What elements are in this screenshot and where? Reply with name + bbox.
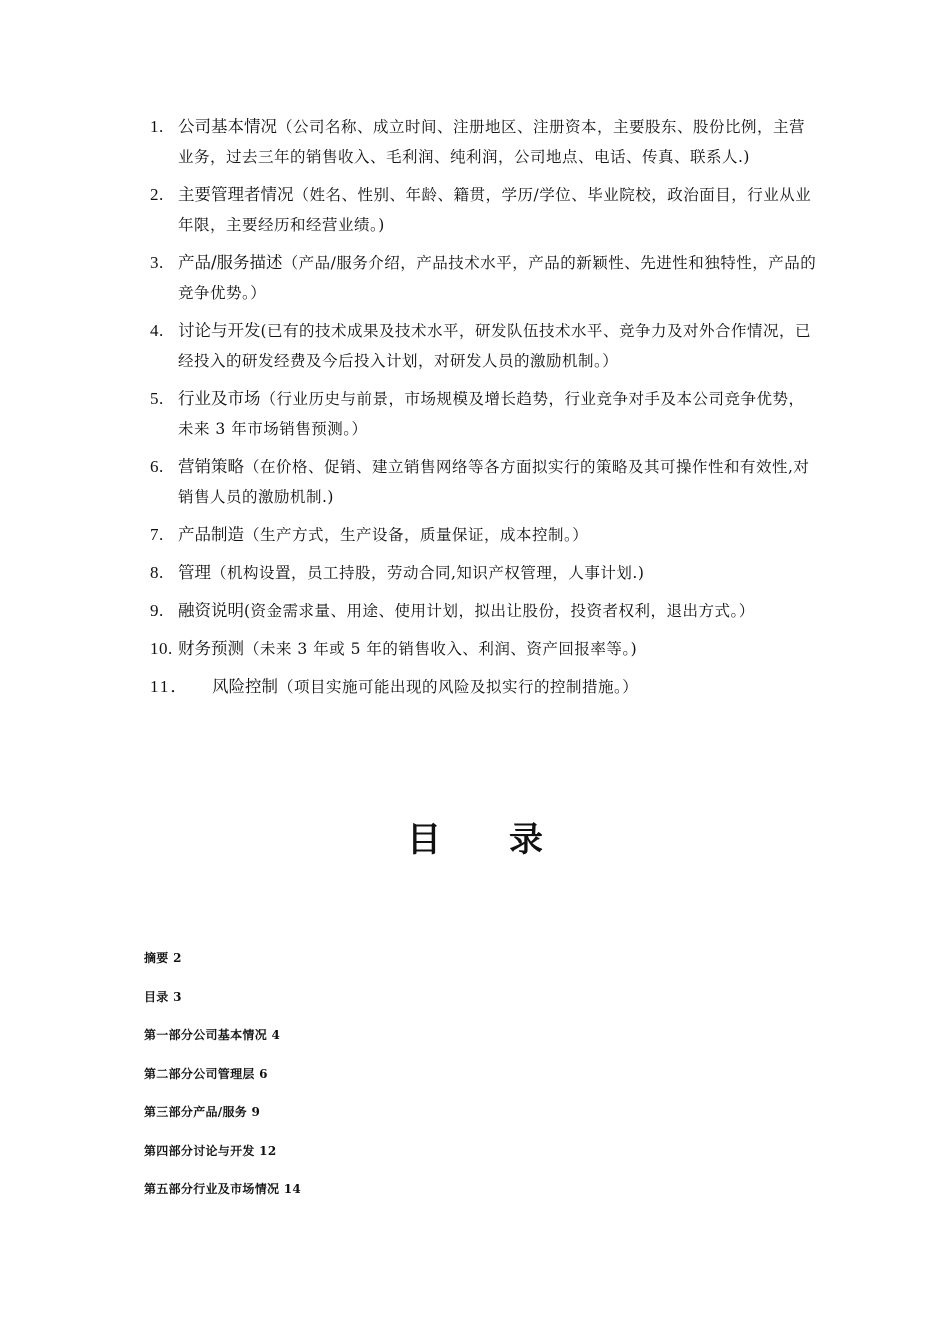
toc-entry[interactable]: 第三部分产品/服务 9: [144, 1105, 261, 1119]
list-item: [150, 558, 818, 588]
toc-entry[interactable]: 第四部分讨论与开发 12: [144, 1143, 277, 1158]
item-number: 9.: [150, 601, 164, 620]
item-description: （项目实施可能出现的风险及拟实行的控制措施。）: [278, 678, 639, 696]
toc-entry[interactable]: 目录 3: [144, 989, 182, 1004]
item-description: （机构设置，员工持股，劳动合同,知识产权管理，人事计划.): [211, 564, 645, 582]
item-number: 3.: [150, 253, 164, 272]
item-number: 5.: [150, 389, 164, 408]
item-description: （未来 3 年或 5 年的销售收入、利润、资产回报率等。): [244, 640, 638, 658]
item-description: (已有的技术成果及技术水平，研发队伍技术水平、竞争力及对外合作情况，已经投入的研发经费及今后投入计划，对研发人员的激励机制。）: [178, 322, 812, 370]
item-title: 营销策略: [178, 457, 244, 476]
item-number: 1.: [150, 117, 164, 136]
business-plan-outline: [150, 112, 818, 710]
item-number: 7.: [150, 525, 164, 544]
item-number: 6.: [150, 457, 164, 476]
list-item: [150, 316, 818, 376]
toc-entry[interactable]: 第二部分公司管理层 6: [144, 1066, 268, 1081]
item-title: 产品/服务描述: [178, 253, 283, 272]
item-number: 4.: [150, 321, 164, 340]
item-title: 主要管理者情况: [178, 185, 294, 204]
toc-heading-char: 录: [509, 820, 543, 860]
list-item: [150, 596, 818, 626]
list-item: [150, 672, 818, 702]
item-title: 风险控制: [212, 677, 278, 696]
item-description: （产品/服务介绍，产品技术水平，产品的新颖性、先进性和独特性，产品的竞争优势。）: [178, 254, 817, 302]
item-number: 11．: [150, 677, 190, 696]
item-title: 行业及市场: [178, 389, 261, 408]
item-title: 财务预测: [178, 639, 244, 658]
toc-entry[interactable]: 第五部分行业及市场情况 14: [144, 1182, 302, 1196]
list-item: [150, 384, 818, 444]
item-description: （生产方式，生产设备，质量保证，成本控制。）: [244, 526, 589, 544]
list-item: [150, 112, 818, 172]
list-item: [150, 520, 818, 550]
toc-heading-char: 目: [407, 820, 441, 860]
item-title: 管理: [178, 563, 211, 582]
item-description: （在价格、促销、建立销售网络等各方面拟实行的策略及其可操作性和有效性,对销售人员的激励机制.): [178, 458, 810, 506]
item-description: （行业历史与前景，市场规模及增长趋势，行业竞争对手及本公司竞争优势，未来 3 年市场销售预测。）: [178, 390, 805, 438]
toc-heading: [0, 812, 950, 861]
item-number: 10.: [150, 639, 173, 658]
list-item: [150, 452, 818, 512]
list-item: [150, 248, 818, 308]
item-description: (资金需求量、用途、使用计划，拟出让股份，投资者权利，退出方式。）: [244, 602, 755, 620]
table-of-contents: [144, 948, 301, 1218]
list-item: [150, 634, 818, 664]
item-title: 公司基本情况: [178, 117, 277, 136]
item-title: 产品制造: [178, 525, 244, 544]
item-number: 8.: [150, 563, 164, 582]
list-item: [150, 180, 818, 240]
item-description: （姓名、性别、年龄、籍贯，学历/学位、毕业院校，政治面目，行业从业年限，主要经历和经营业绩。): [178, 186, 812, 234]
toc-entry[interactable]: 摘要 2: [144, 951, 182, 965]
item-title: 讨论与开发: [178, 321, 261, 340]
item-title: 融资说明: [178, 601, 244, 620]
item-number: 2.: [150, 185, 164, 204]
item-description: （公司名称、成立时间、注册地区、注册资本，主要股东、股份比例，主营业务，过去三年的销售收入、毛利润、纯利润，公司地点、电话、传真、联系人.): [178, 118, 806, 166]
toc-entry[interactable]: 第一部分公司基本情况 4: [144, 1028, 281, 1042]
